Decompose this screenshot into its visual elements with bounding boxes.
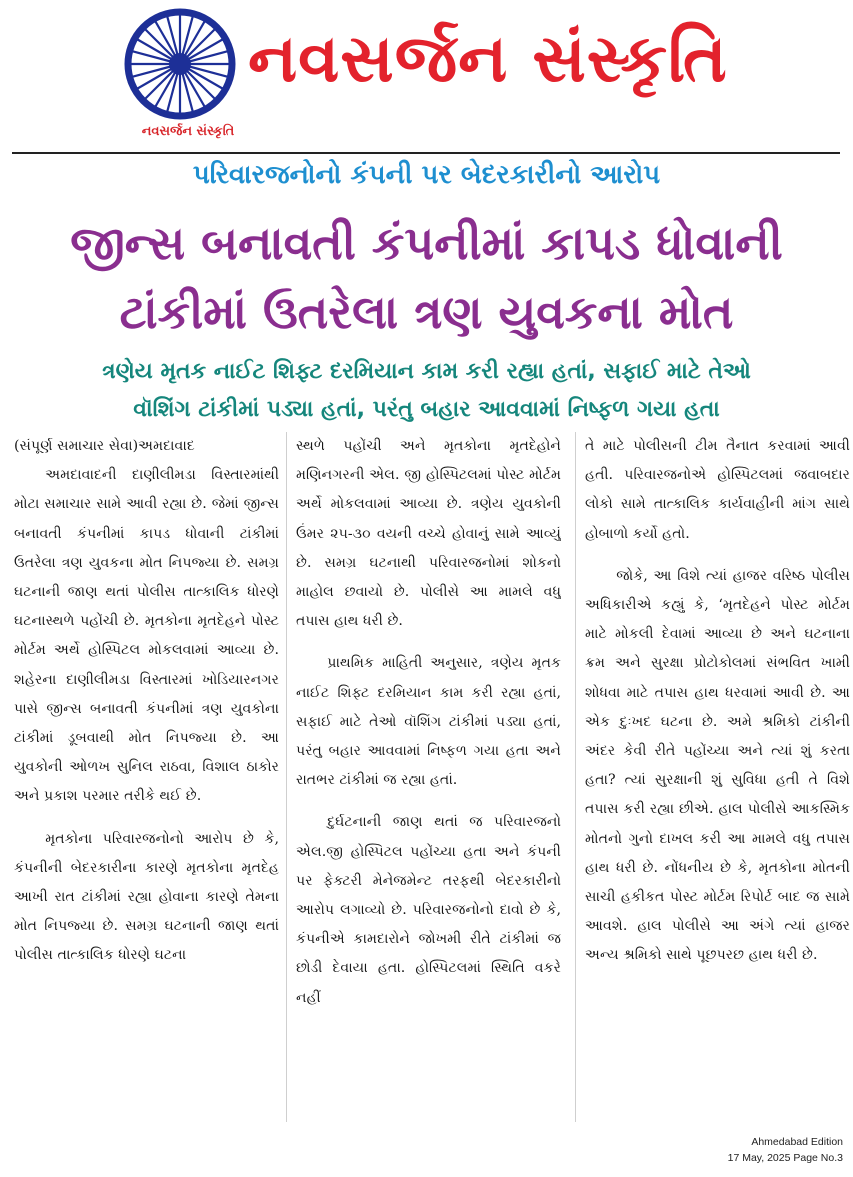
ashoka-chakra-logo-icon (122, 6, 238, 122)
edition-info (728, 1134, 843, 1166)
subhead-line-2: વૉશિંગ ટાંકીમાં પડ્યા હતાં, પરંતુ બહાર આવવામાં નિષ્ફળ ગયા હતા (133, 397, 720, 422)
masthead (0, 0, 853, 150)
paragraph: જોકે, આ વિશે ત્યાં હાજર વરિષ્ઠ પોલીસ અધિકારીએ કહ્યું કે, ‘મૃતદેહને પોસ્ટ મોર્ટમ માટે મોકલી દેવામાં આવ્યા છે અને ઘટનાના ક્રમ અને સુરક્ષા પ્રોટોકોલમાં સંભવિત ખામી શોધવા માટે તપાસ હાથ ધરવામાં આવી છે. આ એક દુઃખદ ઘટના છે. અમે શ્રમિકો ટાંકીની અંદર કેવી રીતે પહોંચ્યા અને ત્યાં શું કરતા હતા? ત્યાં સુરક્ષાની શું સુવિધા હતી તે વિશે તપાસ કરી રહ્યા છીએ. હાલ પોલીસે આકસ્મિક મોતનો ગુનો દાખલ કરી આ મામલે વધુ તપાસ હાથ ધરી છે. નોંધનીય છે કે, મૃતકોના મોતની સાચી હકીકત પોસ્ટ મોર્ટમ રિપોર્ટ બાદ જ સામે આવશે. હાલ પોલીસે આ અંગે ત્યાં હાજર અન્ય શ્રમિકો સાથે પૂછપરછ હાથ ધરી છે. (585, 567, 850, 964)
dateline: (સંપૂર્ણ સમાચાર સેવા)અમદાવાદ (14, 438, 195, 454)
subhead-line-1: ત્રણેય મૃતક નાઈટ શિફ્ટ દરમિયાન કામ કરી રહ્યા હતાં, સફાઈ માટે તેઓ (102, 359, 751, 384)
paragraph: પ્રાથમિક માહિતી અનુસાર, ત્રણેય મૃતક નાઈટ શિફ્ટ દરમિયાન કામ કરી રહ્યા હતાં, સફાઈ માટે તેઓ વૉશિંગ ટાંકીમાં પડ્યા હતાં, પરંતુ બહાર આવવામાં નિષ્ફળ ગયા હતા અને રાતભર ટાંકીમાં જ રહ્યા હતાં. (296, 655, 561, 789)
article-column-3 (585, 432, 850, 1122)
edition-date-page: 17 May, 2025 Page No.3 (727, 1152, 843, 1164)
paragraph: મૃતકોના પરિવારજનોનો આરોપ છે કે, કંપનીની બેદરકારીના કારણે મૃતકોના મૃતદેહ આખી રાત ટાંકીમાં રહ્યા હોવાના કારણે તેમના મોત નિપજ્યા છે. સમગ્ર ઘટનાની જાણ થતાં પોલીસ તાત્કાલિક ધોરણે ઘટના (14, 830, 279, 964)
column-divider (575, 432, 576, 1122)
article-column-2 (296, 432, 561, 1122)
article-kicker: પરિવારજનોનો કંપની પર બેદરકારીનો આરોપ (192, 160, 661, 190)
logo-caption: નવસર્જન સંસ્કૃતિ (141, 124, 235, 139)
edition-name: Ahmedabad Edition (751, 1136, 843, 1148)
column-divider (286, 432, 287, 1122)
newspaper-title[interactable]: નવસર્જન સંસ્કૃતિ (248, 20, 728, 97)
paragraph: અમદાવાદની દાણીલીમડા વિસ્તારમાંથી મોટા સમાચાર સામે આવી રહ્યા છે. જેમાં જીન્સ બનાવતી કંપનીમાં કાપડ ધોવાની ટાંકીમાં ઉતરેલા ત્રણ યુવકના મોત નિપજ્યા છે. સમગ્ર ઘટનાની જાણ થતાં પોલીસ તાત્કાલિક ધોરણે ઘટનાસ્થળે પહોંચી છે. મૃતકોના મૃતદેહને પોસ્ટ મોર્ટમ અર્થે હોસ્પિટલ મોકલવામાં આવ્યા છે. શહેરના દાણીલીમડા વિસ્તારમાં ખોડિયારનગર પાસે જીન્સ બનાવતી કંપનીમાં ત્રણ યુવકોના ટાંકીમાં ડૂબવાથી મોત નિપજ્યા છે. આ યુવકોની ઓળખ સુનિલ રાઠવા, વિશાલ ઠાકોર અને પ્રકાશ પરમાર તરીકે થઈ છે. (14, 467, 279, 805)
paragraph: સ્થળે પહોંચી અને મૃતકોના મૃતદેહોને મણિનગરની એલ. જી હોસ્પિટલમાં પોસ્ટ મોર્ટમ અર્થે મોકલવામાં આવ્યા છે. ત્રણેય યુવકોની ઉંમર ૨૫-૩૦ વયની વચ્ચે હોવાનું સામે આવ્યું છે. સમગ્ર ઘટનાથી પરિવારજનોમાં શોકનો માહોલ છવાયો છે. પોલીસે આ મામલે વધુ તપાસ હાથ ધરી છે. (296, 438, 561, 630)
article-column-1 (14, 432, 279, 1122)
paragraph: તે માટે પોલીસની ટીમ તૈનાત કરવામાં આવી હતી. પરિવારજનોએ હોસ્પિટલમાં જવાબદાર લોકો સામે તાત્કાલિક કાર્યવાહીની માંગ સાથે હોબાળો કર્યો હતો. (585, 438, 850, 542)
paragraph: દુર્ઘટનાની જાણ થતાં જ પરિવારજનો એલ.જી હોસ્પિટલ પહોંચ્યા હતા અને કંપની પર ફેક્ટરી મેનેજમેન્ટ તરફથી બેદરકારીનો આરોપ લગાવ્યો છે. પરિવારજનોનો દાવો છે કે, કંપનીએ કામદારોને જોખમી રીતે ટાંકીમાં જ છોડી દેવાયા હતા. હોસ્પિટલમાં સ્થિતિ વકરે નહીં (296, 814, 561, 1006)
masthead-divider (12, 152, 840, 154)
headline-line-2: ટાંકીમાં ઉતરેલા ત્રણ યુવકના મોત (119, 285, 734, 339)
headline-line-1: જીન્સ બનાવતી કંપનીમાં કાપડ ધોવાની (70, 216, 783, 270)
